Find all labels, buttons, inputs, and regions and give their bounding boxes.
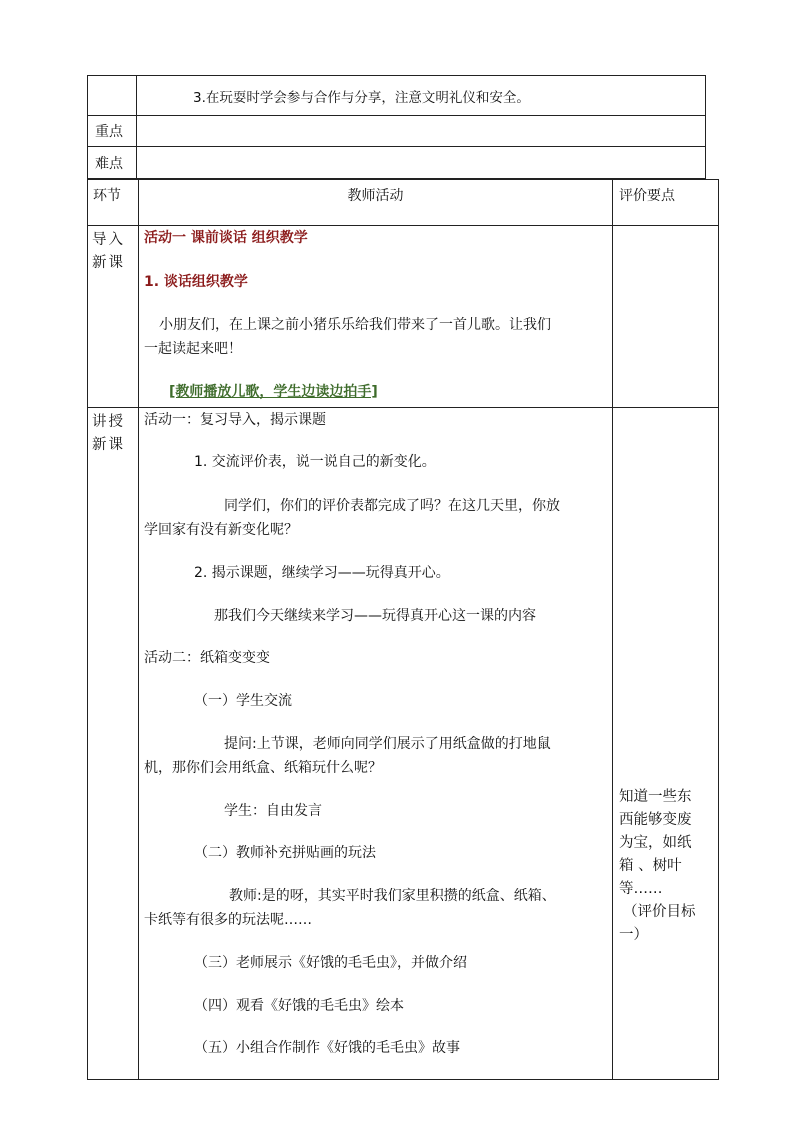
teach-line: 学生：自由发言 (224, 803, 322, 819)
teach-line: （五）小组合作制作《好饿的毛毛虫》故事 (194, 1040, 460, 1056)
teach-line: 机，那你们会用纸盒、纸箱玩什么呢？ (144, 760, 382, 776)
teach-line: （一）学生交流 (194, 693, 292, 709)
teach-line: 1. 交流评价表，说一说自己的新变化。 (194, 454, 436, 470)
intro-paragraph-line: 小朋友们，在上课之前小猪乐乐给我们带来了一首儿歌。让我们 (159, 317, 551, 333)
intro-note: [教师播放儿歌，学生边读边拍手] (169, 384, 378, 400)
intro-evaluation-cell (613, 226, 719, 408)
header-row (88, 180, 719, 226)
intro-paragraph-line: 一起读起来吧！ (144, 341, 242, 357)
teach-line: 卡纸等有很多的玩法呢…… (144, 912, 312, 928)
difficulty-label: 难点 (88, 147, 137, 179)
teach-line: 同学们，你们的评价表都完成了吗？在这几天里，你放 (224, 498, 560, 514)
objectives-table (87, 75, 706, 179)
intro-section-label: 导入 新课 (88, 226, 139, 408)
header-section: 环节 (88, 180, 139, 226)
teach-line: 2. 揭示课题，继续学习——玩得真开心。 (194, 565, 450, 581)
teach-section-label: 讲授 新课 (88, 408, 139, 1080)
difficulty-row (88, 147, 706, 179)
teach-line: 那我们今天继续来学习——玩得真开心这一课的内容 (214, 608, 536, 624)
objective-3-text: 3.在玩耍时学会参与合作与分享，注意文明礼仪和安全。 (137, 76, 706, 116)
intro-activity-title: 活动一 课前谈话 组织教学 (144, 230, 308, 246)
header-teacher-activity: 教师活动 (139, 180, 613, 226)
teach-content (139, 408, 613, 1080)
intro-content (139, 226, 613, 408)
lesson-table (87, 179, 719, 1080)
teach-evaluation-cell (613, 408, 719, 1080)
difficulty-cell (137, 147, 706, 179)
teach-line: 教师:是的呀，其实平时我们家里积攒的纸盒、纸箱、 (229, 888, 556, 904)
key-point-cell (137, 116, 706, 147)
header-evaluation: 评价要点 (613, 180, 719, 226)
teach-line: 活动一：复习导入，揭示课题 (144, 412, 326, 428)
key-point-label: 重点 (88, 116, 137, 147)
teach-line: （三）老师展示《好饿的毛毛虫》，并做介绍 (194, 955, 467, 971)
intro-row (88, 226, 719, 408)
evaluation-text: 知道一些东 西能够变废 为宝，如纸 箱 、树叶 等…… （评价目标 一） (619, 789, 696, 943)
teach-line: 提问:上节课，老师向同学们展示了用纸盒做的打地鼠 (224, 736, 551, 752)
teach-row (88, 408, 719, 1080)
objective-row (88, 76, 706, 116)
key-point-row (88, 116, 706, 147)
teach-line: （四）观看《好饿的毛毛虫》绘本 (194, 998, 404, 1014)
teach-line: 学回家有没有新变化呢？ (144, 522, 298, 538)
intro-subtitle: 1. 谈话组织教学 (144, 274, 248, 290)
teach-line: （二）教师补充拼贴画的玩法 (194, 845, 376, 861)
teach-line: 活动二：纸箱变变变 (144, 650, 270, 666)
